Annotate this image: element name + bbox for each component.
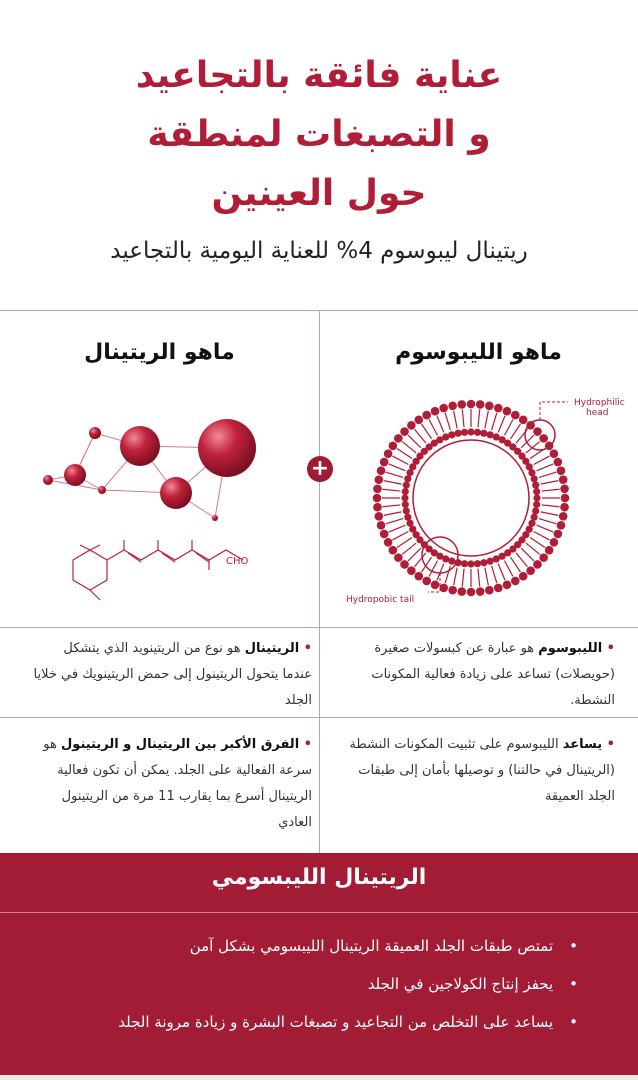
- lipid-head: [402, 488, 409, 495]
- lipid-tail: [393, 456, 409, 464]
- lipid-tail: [534, 456, 550, 464]
- lipid-tail: [415, 429, 426, 443]
- section-divider-low: [0, 717, 638, 718]
- atom: [198, 419, 256, 477]
- lipid-head: [532, 507, 539, 514]
- lipid-head: [539, 553, 548, 562]
- lipid-head: [467, 428, 474, 435]
- lipid-head: [414, 572, 423, 581]
- lipid-head: [439, 404, 448, 413]
- lipid-tail: [429, 561, 437, 577]
- lipid-head: [545, 546, 554, 555]
- atom: [43, 475, 53, 485]
- lipid-head: [373, 484, 382, 493]
- lipid-tail: [408, 548, 421, 561]
- lipid-head: [532, 482, 539, 489]
- lipid-tail: [454, 568, 458, 586]
- banner-title: الريتينال الليبسومي: [211, 865, 427, 890]
- lipid-head: [457, 587, 466, 596]
- bullet-bold: يساعد: [562, 737, 603, 752]
- lipid-head: [561, 494, 570, 503]
- atom: [98, 486, 106, 494]
- lipid-head: [461, 429, 468, 436]
- lipid-tail: [389, 464, 406, 471]
- lipid-head: [476, 400, 485, 409]
- lipid-head: [531, 475, 538, 482]
- lipid-tail: [492, 566, 497, 583]
- lipid-head: [485, 402, 494, 411]
- lipid-tail: [437, 416, 444, 433]
- lipid-head: [485, 586, 494, 595]
- lipid-tail: [534, 531, 550, 539]
- retinal-heading: ماهو الريتينال: [84, 340, 235, 365]
- lipid-head: [375, 475, 384, 484]
- lipid-tail: [541, 512, 559, 516]
- lipid-head: [533, 560, 542, 569]
- lipid-head: [384, 538, 393, 547]
- lipid-tail: [541, 481, 559, 485]
- lipid-tail: [539, 472, 556, 477]
- hydrophilic-label-2: head: [586, 408, 609, 418]
- lipid-tail: [397, 449, 412, 459]
- lipid-head: [494, 404, 503, 413]
- lipid-tail: [384, 481, 402, 485]
- retinal-bullet-2: [30, 732, 312, 836]
- lipid-head: [389, 546, 398, 555]
- lipid-head: [431, 581, 440, 590]
- lipid-head: [400, 560, 409, 569]
- benefit-item: • يساعد على التخلص من التجاعيد و تصبغات البشرة و زيادة مرونة الجلد: [118, 1003, 578, 1041]
- lipid-head: [402, 501, 409, 508]
- lipid-head: [422, 411, 431, 420]
- bullet-bold: الليبوسوم: [538, 641, 603, 656]
- bullet-bold: الفرق الأكبر بين الريتينال و الريتينول: [61, 737, 300, 752]
- lipid-tail: [386, 472, 403, 477]
- molecule-label: CHO: [226, 556, 249, 567]
- lipid-tail: [462, 409, 464, 427]
- lipid-head: [503, 581, 512, 590]
- plus-icon: +: [307, 456, 333, 482]
- lipid-head: [401, 494, 408, 501]
- lipid-head: [519, 416, 528, 425]
- lipid-head: [407, 566, 416, 575]
- bullet-dot: •: [602, 641, 615, 656]
- bullet-text: الليبوسوم على تثبيت المكونات النشطة (الريتينال في حالتنا) و توصيلها بأمان إلى طبقات الجلد العميقة: [349, 737, 615, 804]
- lipid-tail: [542, 505, 560, 507]
- lipid-head: [533, 501, 540, 508]
- lipid-head: [474, 429, 481, 436]
- lipid-head: [377, 466, 386, 475]
- lipid-tail: [485, 568, 489, 586]
- lipid-head: [373, 494, 382, 503]
- benefit-item: • يحفز إنتاج الكولاجين في الجلد: [118, 965, 578, 1003]
- bullet-text: هو سرعة الفعالية على الجلد. يمكن أن تكون فعالية الريتينال أسرع بما يقارب 11 مرة من الريتينول العادي: [43, 737, 312, 830]
- lipid-head: [550, 538, 559, 547]
- section-divider-mid: [0, 627, 638, 628]
- benefit-item: • تمتص طبقات الجلد العميقة الريتينال الليبسومي بشكل آمن: [118, 927, 578, 965]
- liposome-bullet-1: [340, 636, 615, 714]
- lipid-head: [448, 586, 457, 595]
- lipid-tail: [516, 553, 527, 567]
- lipid-head: [384, 449, 393, 458]
- lipid-tail: [478, 569, 480, 587]
- lipid-tail: [498, 416, 505, 433]
- lipid-tail: [384, 512, 402, 516]
- lipid-tail: [445, 413, 450, 430]
- lipid-head: [480, 559, 487, 566]
- lipid-head: [559, 475, 568, 484]
- lipid-head: [439, 584, 448, 593]
- bullet-bold: الريتينال: [244, 641, 300, 656]
- lipid-tail: [539, 519, 556, 524]
- lipid-tail: [521, 548, 534, 561]
- lipid-tail: [510, 424, 520, 439]
- title-line-2: و التصبغات لمنطقة: [147, 114, 491, 155]
- liposome-heading: ماهو الليبوسوم: [395, 340, 562, 365]
- lipid-head: [431, 407, 440, 416]
- lipid-tail: [462, 569, 464, 587]
- lipid-head: [448, 402, 457, 411]
- title-line-1: عناية فائقة بالتجاعيد: [135, 55, 503, 96]
- lipid-tail: [504, 561, 512, 577]
- lipid-head: [467, 400, 476, 409]
- lipid-tail: [510, 557, 520, 572]
- atom: [89, 427, 101, 439]
- lipid-head: [559, 512, 568, 521]
- lipid-head: [511, 577, 520, 586]
- lipid-tail: [530, 537, 545, 547]
- bullet-dot: •: [299, 641, 312, 656]
- lipid-tail: [382, 489, 400, 491]
- lipid-head: [407, 421, 416, 430]
- lipid-head: [519, 572, 528, 581]
- lipid-head: [457, 400, 466, 409]
- lipid-tail: [402, 543, 416, 554]
- lipid-tail: [437, 564, 444, 581]
- lipid-head: [550, 449, 559, 458]
- benefits-list: [118, 927, 578, 1041]
- lipid-head: [461, 560, 468, 567]
- lipid-tail: [445, 566, 450, 583]
- lipid-tail: [492, 413, 497, 430]
- lipid-head: [467, 560, 474, 567]
- lipid-head: [404, 514, 411, 521]
- liposomal-retinal-banner: [0, 853, 638, 1075]
- lipid-tail: [504, 420, 512, 436]
- lipid-tail: [386, 519, 403, 524]
- atom: [64, 464, 86, 486]
- banner-divider: [0, 912, 638, 913]
- lipid-tail: [429, 420, 437, 436]
- lipid-tail: [408, 435, 421, 448]
- atom: [120, 426, 160, 466]
- atom: [160, 477, 192, 509]
- lipid-head: [375, 512, 384, 521]
- lipid-head: [394, 434, 403, 443]
- lipid-tail: [537, 464, 554, 471]
- lipid-head: [414, 416, 423, 425]
- lipid-head: [474, 560, 481, 567]
- atom: [212, 515, 218, 521]
- lipid-head: [403, 482, 410, 489]
- lipid-head: [422, 577, 431, 586]
- lipid-tail: [402, 442, 416, 453]
- lipid-head: [400, 427, 409, 436]
- lipid-head: [533, 488, 540, 495]
- lipid-tail: [526, 543, 540, 554]
- lipid-head: [560, 503, 569, 512]
- lipid-tail: [389, 525, 406, 532]
- lipid-tail: [454, 411, 458, 429]
- lipid-head: [455, 430, 462, 437]
- page-subtitle: ريتينال ليبوسوم 4% للعناية اليومية بالتجاعيد: [110, 238, 528, 264]
- lipid-head: [448, 431, 455, 438]
- lipid-head: [373, 503, 382, 512]
- lipid-head: [560, 484, 569, 493]
- bullet-text: هو عبارة عن كبسولات صغيرة (حويصلات) تساعد على زيادة فعالية المكونات النشطة.: [371, 641, 615, 708]
- lipid-head: [480, 430, 487, 437]
- lipid-tail: [521, 435, 534, 448]
- lipid-head: [503, 407, 512, 416]
- hydrophilic-label-1: Hydrophilic: [574, 398, 625, 408]
- liposome-diagram: [330, 390, 630, 610]
- lipid-head: [389, 441, 398, 450]
- lipid-tail: [485, 411, 489, 429]
- lipid-head: [557, 521, 566, 530]
- hydrophobic-label: Hydropobic tail: [346, 595, 415, 605]
- lipid-head: [467, 588, 476, 597]
- lipid-head: [511, 411, 520, 420]
- lipid-head: [554, 458, 563, 467]
- liposome-bullet-2: [340, 732, 615, 810]
- retinal-molecule-illustration: [20, 400, 310, 610]
- lipid-head: [487, 558, 494, 565]
- lipid-head: [377, 521, 386, 530]
- bullet-text: هو نوع من الريتينويد الذي يتشكل عندما يتحول الريتينول إلى حمض الريتينويك في خلايا الجلد: [33, 641, 312, 708]
- lipid-head: [394, 553, 403, 562]
- bullet-dot: •: [602, 737, 615, 752]
- lipid-head: [403, 507, 410, 514]
- lipid-head: [526, 566, 535, 575]
- lipid-head: [533, 427, 542, 436]
- lipid-head: [557, 466, 566, 475]
- lipid-tail: [393, 531, 409, 539]
- title-line-3: حول العينين: [211, 173, 427, 214]
- lipid-tail: [542, 489, 560, 491]
- footer-strip: [0, 1075, 638, 1080]
- lipid-head: [380, 530, 389, 539]
- lipid-tail: [537, 525, 554, 532]
- lipid-tail: [397, 537, 412, 547]
- lipid-head: [380, 458, 389, 467]
- retinal-bullet-1: [30, 636, 312, 714]
- lipid-head: [539, 434, 548, 443]
- column-divider: [319, 311, 320, 853]
- lipid-head: [533, 494, 540, 501]
- lipid-head: [476, 587, 485, 596]
- lipid-head: [554, 530, 563, 539]
- bullet-dot: •: [299, 737, 312, 752]
- lipid-tail: [478, 409, 480, 427]
- lipid-tail: [382, 505, 400, 507]
- lipid-tail: [498, 564, 505, 581]
- lipid-head: [494, 584, 503, 593]
- page-title: [0, 46, 638, 223]
- lipid-tail: [422, 424, 432, 439]
